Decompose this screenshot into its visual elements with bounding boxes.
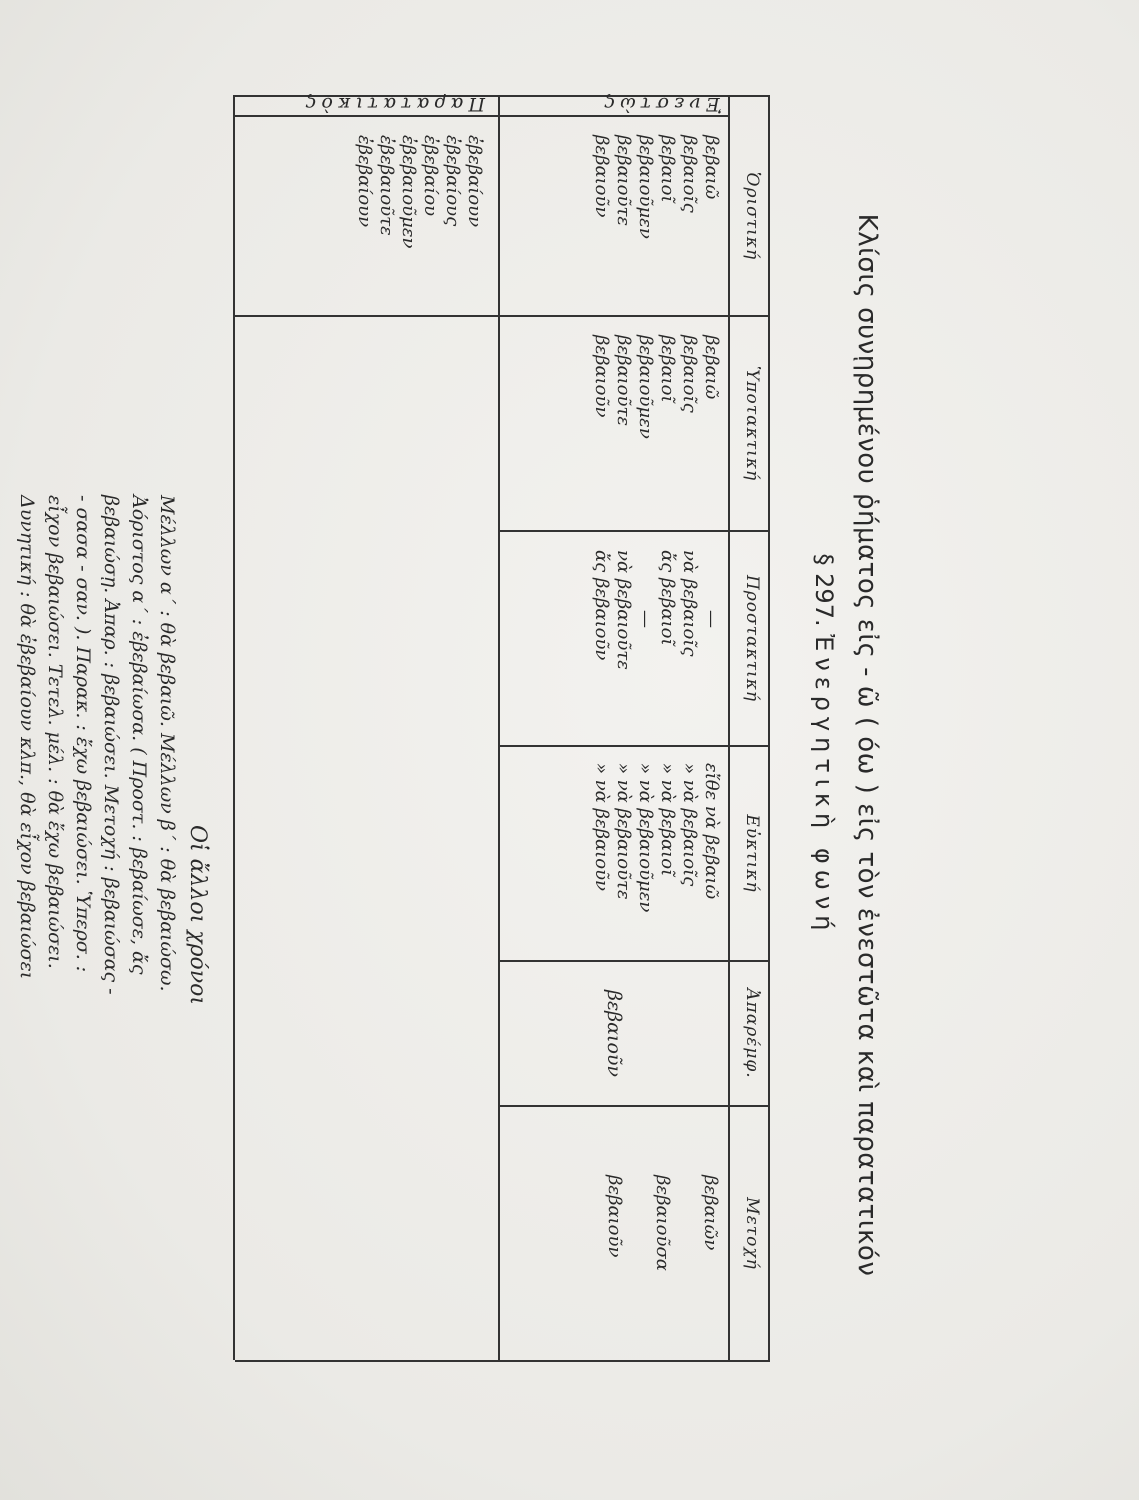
list-item: ἐβεβαίουν: [354, 135, 375, 228]
other-tenses-line: Ἀόριστος α΄ : ἐβεβαίωσα. ( Προστ. : βεβαίωσε, ἄς: [128, 495, 150, 975]
list-item: ἐβεβαιοῦτε: [376, 135, 397, 236]
table-bottom-rule: [233, 95, 235, 1360]
present-imperative-list: [590, 550, 722, 670]
list-item: ἄς βεβαιοῦν: [591, 550, 612, 661]
present-participle-list: [602, 1175, 722, 1271]
list-item: ἐβεβαίους: [442, 135, 463, 227]
list-item: » νὰ βεβαιοῖς: [679, 763, 700, 887]
header-subjunctive: Ὑποτακτική: [742, 365, 762, 482]
header-infinitive: Ἀπαρέμφ.: [742, 988, 762, 1079]
header-imperative: Προστακτική: [742, 574, 762, 703]
other-tenses-line: Μέλλων α΄ : θὰ βεβαιῶ. Μέλλων β΄ : θὰ βεβαιώσω.: [156, 495, 178, 992]
list-item: [674, 1175, 698, 1271]
list-item: βεβαιοῦν: [604, 1175, 625, 1258]
list-item: ἐβεβαίου: [420, 135, 441, 217]
present-infinitive: βεβαιοῦν: [603, 990, 625, 1077]
col-rule-4: [500, 960, 770, 962]
list-item: βεβαιοῦν: [591, 335, 612, 418]
col-rule-2: [500, 530, 770, 532]
list-item: βεβαιοῖ: [657, 335, 678, 403]
present-optative-list: [590, 763, 722, 912]
list-item: —: [701, 610, 722, 628]
list-item: βεβαιοῦτε: [613, 335, 634, 427]
row-label-imperfect: Παρατατικὸς: [300, 93, 485, 115]
list-item: » νὰ βεβαιοῖ: [657, 763, 678, 877]
header-rule: [728, 95, 730, 1360]
present-subjunctive-list: [590, 335, 722, 439]
list-item: » νὰ βεβαιοῦμεν: [635, 763, 656, 913]
list-item: βεβαιοῦμεν: [635, 135, 656, 239]
voice-label: Ἐνεργητικὴ φωνή: [810, 634, 838, 937]
present-indicative-list: [590, 135, 722, 239]
list-item: ἄς βεβαιοῖ: [657, 550, 678, 646]
section-number: § 297.: [810, 553, 838, 627]
list-item: » νὰ βεβαιοῦν: [591, 763, 612, 891]
list-item: βεβαιοῖς: [679, 335, 700, 413]
row-divider-rule: [498, 95, 500, 1360]
table-right-rule: [235, 1360, 770, 1362]
list-item: ἐβεβαιοῦμεν: [398, 135, 419, 249]
page-title: Κλίσις συνῃρημένου ῥήματος εἰς - ῶ ( όω ) εἰς τὸν ἐνεστῶτα καὶ παρατατικόν: [852, 213, 882, 1277]
list-item: βεβαιοῦμεν: [635, 335, 656, 439]
other-tenses-line: βεβαιώσῃ. Ἀπαρ. : βεβαιώσει. Μετοχή : βεβαιώσας -: [100, 495, 122, 995]
list-item: βεβαιοῖ: [657, 135, 678, 203]
other-tenses-line: Δυνητική : θὰ ἐβεβαίουν κλπ., θὰ εἶχον βεβαιώσει: [16, 495, 38, 980]
col-rule-1: [235, 315, 770, 317]
list-item: » νὰ βεβαιοῦτε: [613, 763, 634, 900]
other-tenses-line: εἶχον βεβαιώσει. Τετελ. μέλ. : θὰ ἔχω βεβαιώσει.: [44, 495, 66, 969]
section-subtitle: [810, 205, 838, 1285]
other-tenses-title: Οἱ ἄλλοι χρόνοι: [185, 824, 210, 1006]
col-rule-3: [500, 745, 770, 747]
list-item: βεβαιοῦν: [591, 135, 612, 218]
list-item: βεβαιοῦτε: [613, 135, 634, 227]
label-column-rule: [235, 115, 730, 117]
other-tenses-line: - σασα - σαν. ). Παρακ. : ἔχω βεβαιώσει. Ὑπερσ. :: [72, 495, 94, 973]
list-item: βεβαιοῖς: [679, 135, 700, 213]
header-indicative: Ὁριστική: [742, 171, 762, 261]
header-participle: Μετοχή: [742, 1197, 762, 1270]
list-item: ἐβεβαίουν: [464, 135, 485, 228]
conjugation-table: [235, 95, 770, 1360]
list-item: νὰ βεβαιοῖς: [679, 550, 700, 657]
list-item: [626, 1175, 650, 1271]
list-item: βεβαιοῦσα: [652, 1175, 673, 1271]
list-item: βεβαιῶ: [701, 335, 722, 400]
table-top-rule: [768, 95, 770, 1360]
list-item: βεβαιῶ: [701, 135, 722, 200]
row-label-present: Ἐνεστὼς: [599, 93, 722, 115]
col-rule-5: [500, 1105, 770, 1107]
header-optative: Εὐκτική: [742, 814, 762, 893]
list-item: νὰ βεβαιοῦτε: [613, 550, 634, 670]
rotated-content: [16, 85, 900, 1365]
list-item: —: [635, 610, 656, 628]
list-item: βεβαιῶν: [700, 1175, 721, 1251]
list-item: εἴθε νὰ βεβαιῶ: [701, 763, 722, 900]
imperfect-indicative-list: [353, 135, 485, 248]
